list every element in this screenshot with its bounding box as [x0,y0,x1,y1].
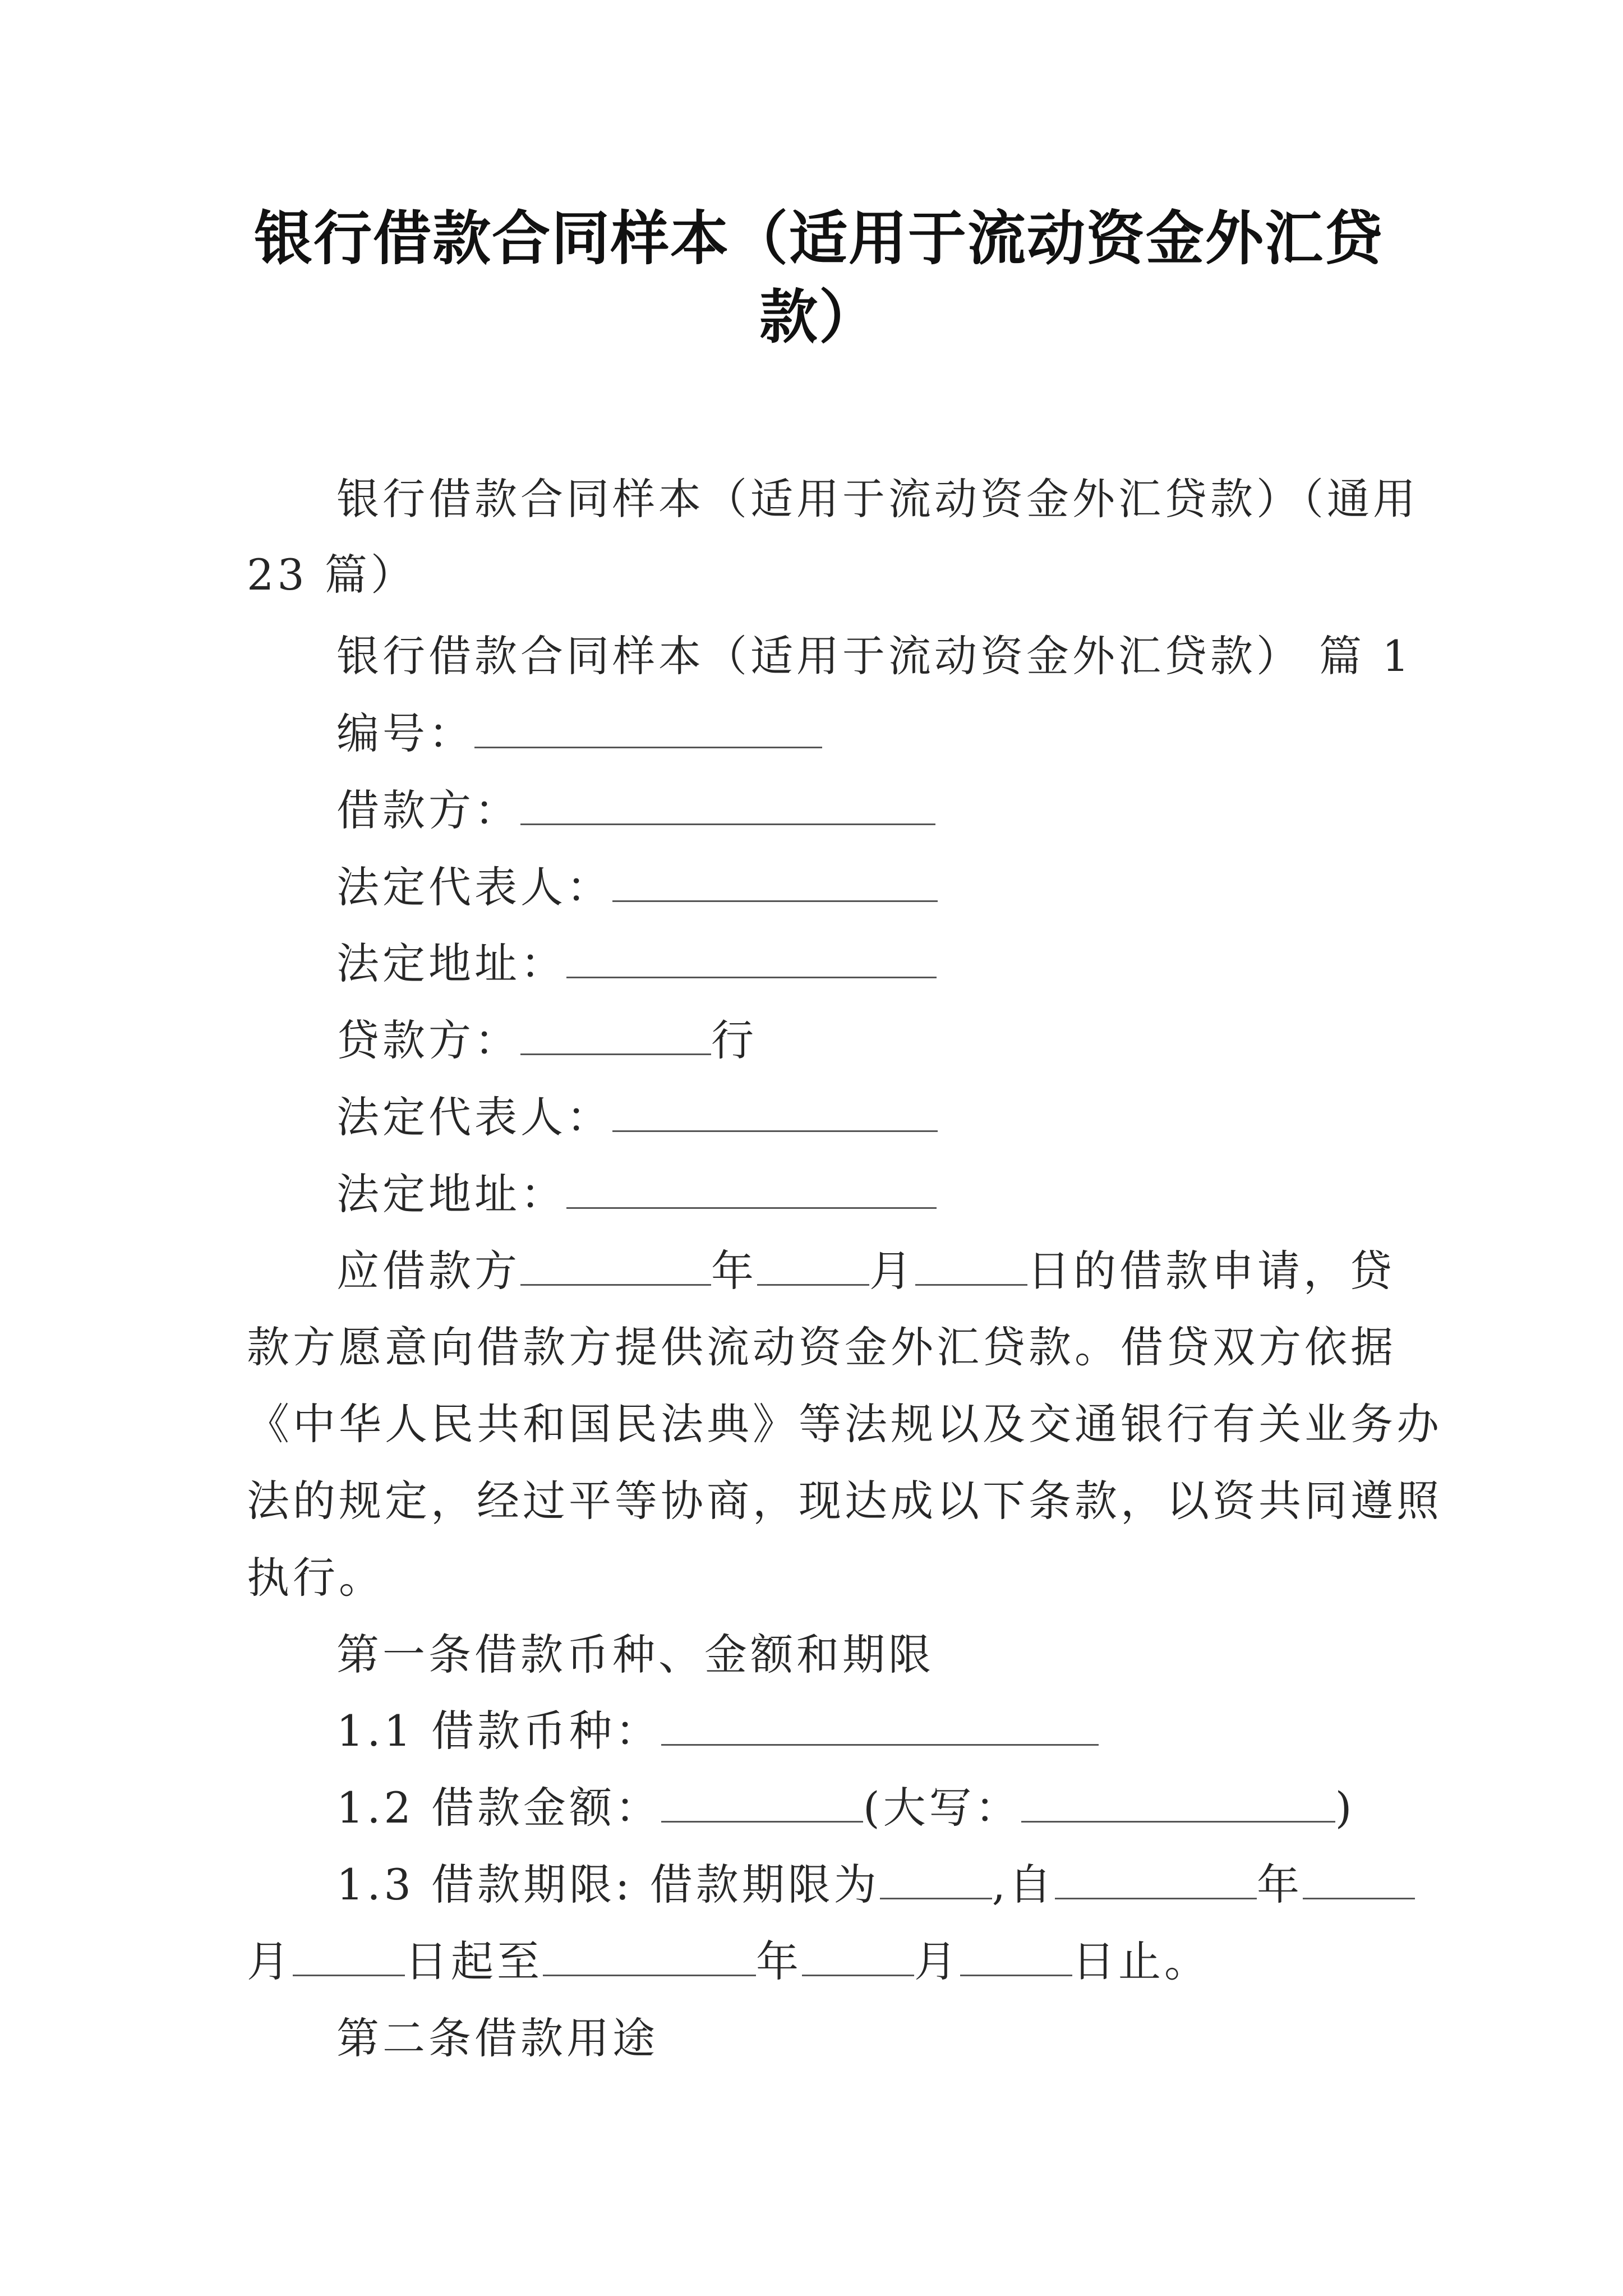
end-year: 年 [756,1936,802,1986]
borrower-label: 借款方： [336,785,520,835]
section-header: 银行借款合同样本（适用于流动资金外汇贷款） 篇 1 [336,631,1413,681]
intro-year-blank [520,1249,711,1286]
intro-line-3: 《中华人民共和国民法典》等法规以及交通银行有关业务办 [247,1399,1442,1449]
clause-1-3-line-1 [336,1857,1415,1913]
clause-1-2-label: 1.2 借款金额： [336,1783,662,1833]
end-day: 日止。 [1072,1936,1210,1986]
field-borrower [336,783,935,839]
end-day-blank [960,1940,1072,1976]
subtitle-line-1: 银行借款合同样本（适用于流动资金外汇贷款）（通用 [336,474,1419,524]
intro-month-blank [757,1249,869,1286]
amount-caps-close: ) [1335,1783,1355,1833]
intro-text-a: 应借款方 [336,1246,520,1296]
number-label: 编号： [336,708,474,758]
article-1-heading: 第一条借款币种、金额和期限 [336,1630,934,1680]
term-from: ,自 [992,1860,1055,1910]
borrower-addr-label: 法定地址： [336,938,566,988]
start-year: 年 [1256,1860,1303,1910]
start-day: 日起至 [405,1936,543,1986]
end-month: 月 [914,1936,960,1986]
number-blank [474,712,822,748]
field-lender-addr [336,1166,937,1222]
field-borrower-rep [336,859,938,915]
borrower-rep-blank [612,866,938,902]
subtitle-line-2: 23 篇） [247,550,417,600]
article-2-heading: 第二条借款用途 [336,2013,658,2063]
start-day-blank [293,1940,405,1976]
borrower-addr-blank [566,942,937,978]
end-year-blank [543,1940,756,1976]
amount-caps-label: (大写： [863,1783,1021,1833]
title-text: 银行借款合同样本（适用于流动资金外汇贷款） [253,204,1384,351]
field-number [336,706,822,762]
clause-1-2 [336,1780,1355,1836]
intro-month: 月 [869,1246,915,1296]
lender-rep-label: 法定代表人： [336,1092,612,1142]
intro-text-b: 日的借款申请，贷 [1027,1246,1395,1296]
currency-blank [661,1709,1099,1746]
intro-line-2: 款方愿意向借款方提供流动资金外汇贷款。借贷双方依据 [247,1322,1396,1372]
lender-rep-blank [612,1096,938,1132]
end-month-blank [802,1940,914,1976]
amount-caps-blank [1021,1786,1335,1823]
lender-blank [520,1019,711,1055]
clause-1-1 [336,1703,1099,1759]
start-year-blank [1055,1863,1257,1899]
clause-1-3-label: 1.3 借款期限: 借款期限为 [336,1860,880,1910]
intro-line-4: 法的规定，经过平等协商，现达成以下条款，以资共同遵照 [247,1476,1442,1526]
lender-label: 贷款方： [336,1015,520,1065]
borrower-rep-label: 法定代表人： [336,862,612,912]
lender-addr-label: 法定地址： [336,1169,566,1219]
start-month: 月 [247,1936,293,1986]
term-blank [880,1863,992,1899]
intro-line-5: 执行。 [247,1553,385,1603]
field-borrower-addr [336,936,937,992]
field-lender-rep [336,1089,938,1145]
lender-suffix: 行 [711,1015,757,1065]
document-title [247,199,1391,356]
amount-blank [661,1786,863,1823]
borrower-blank [520,789,935,825]
start-month-blank [1303,1863,1415,1899]
clause-1-3-line-2 [247,1934,1210,1990]
intro-line-1 [336,1243,1395,1299]
clause-1-1-label: 1.1 借款币种： [336,1706,662,1756]
intro-year: 年 [711,1246,757,1296]
intro-day-blank [915,1249,1027,1286]
lender-addr-blank [566,1172,937,1209]
field-lender [336,1013,757,1069]
